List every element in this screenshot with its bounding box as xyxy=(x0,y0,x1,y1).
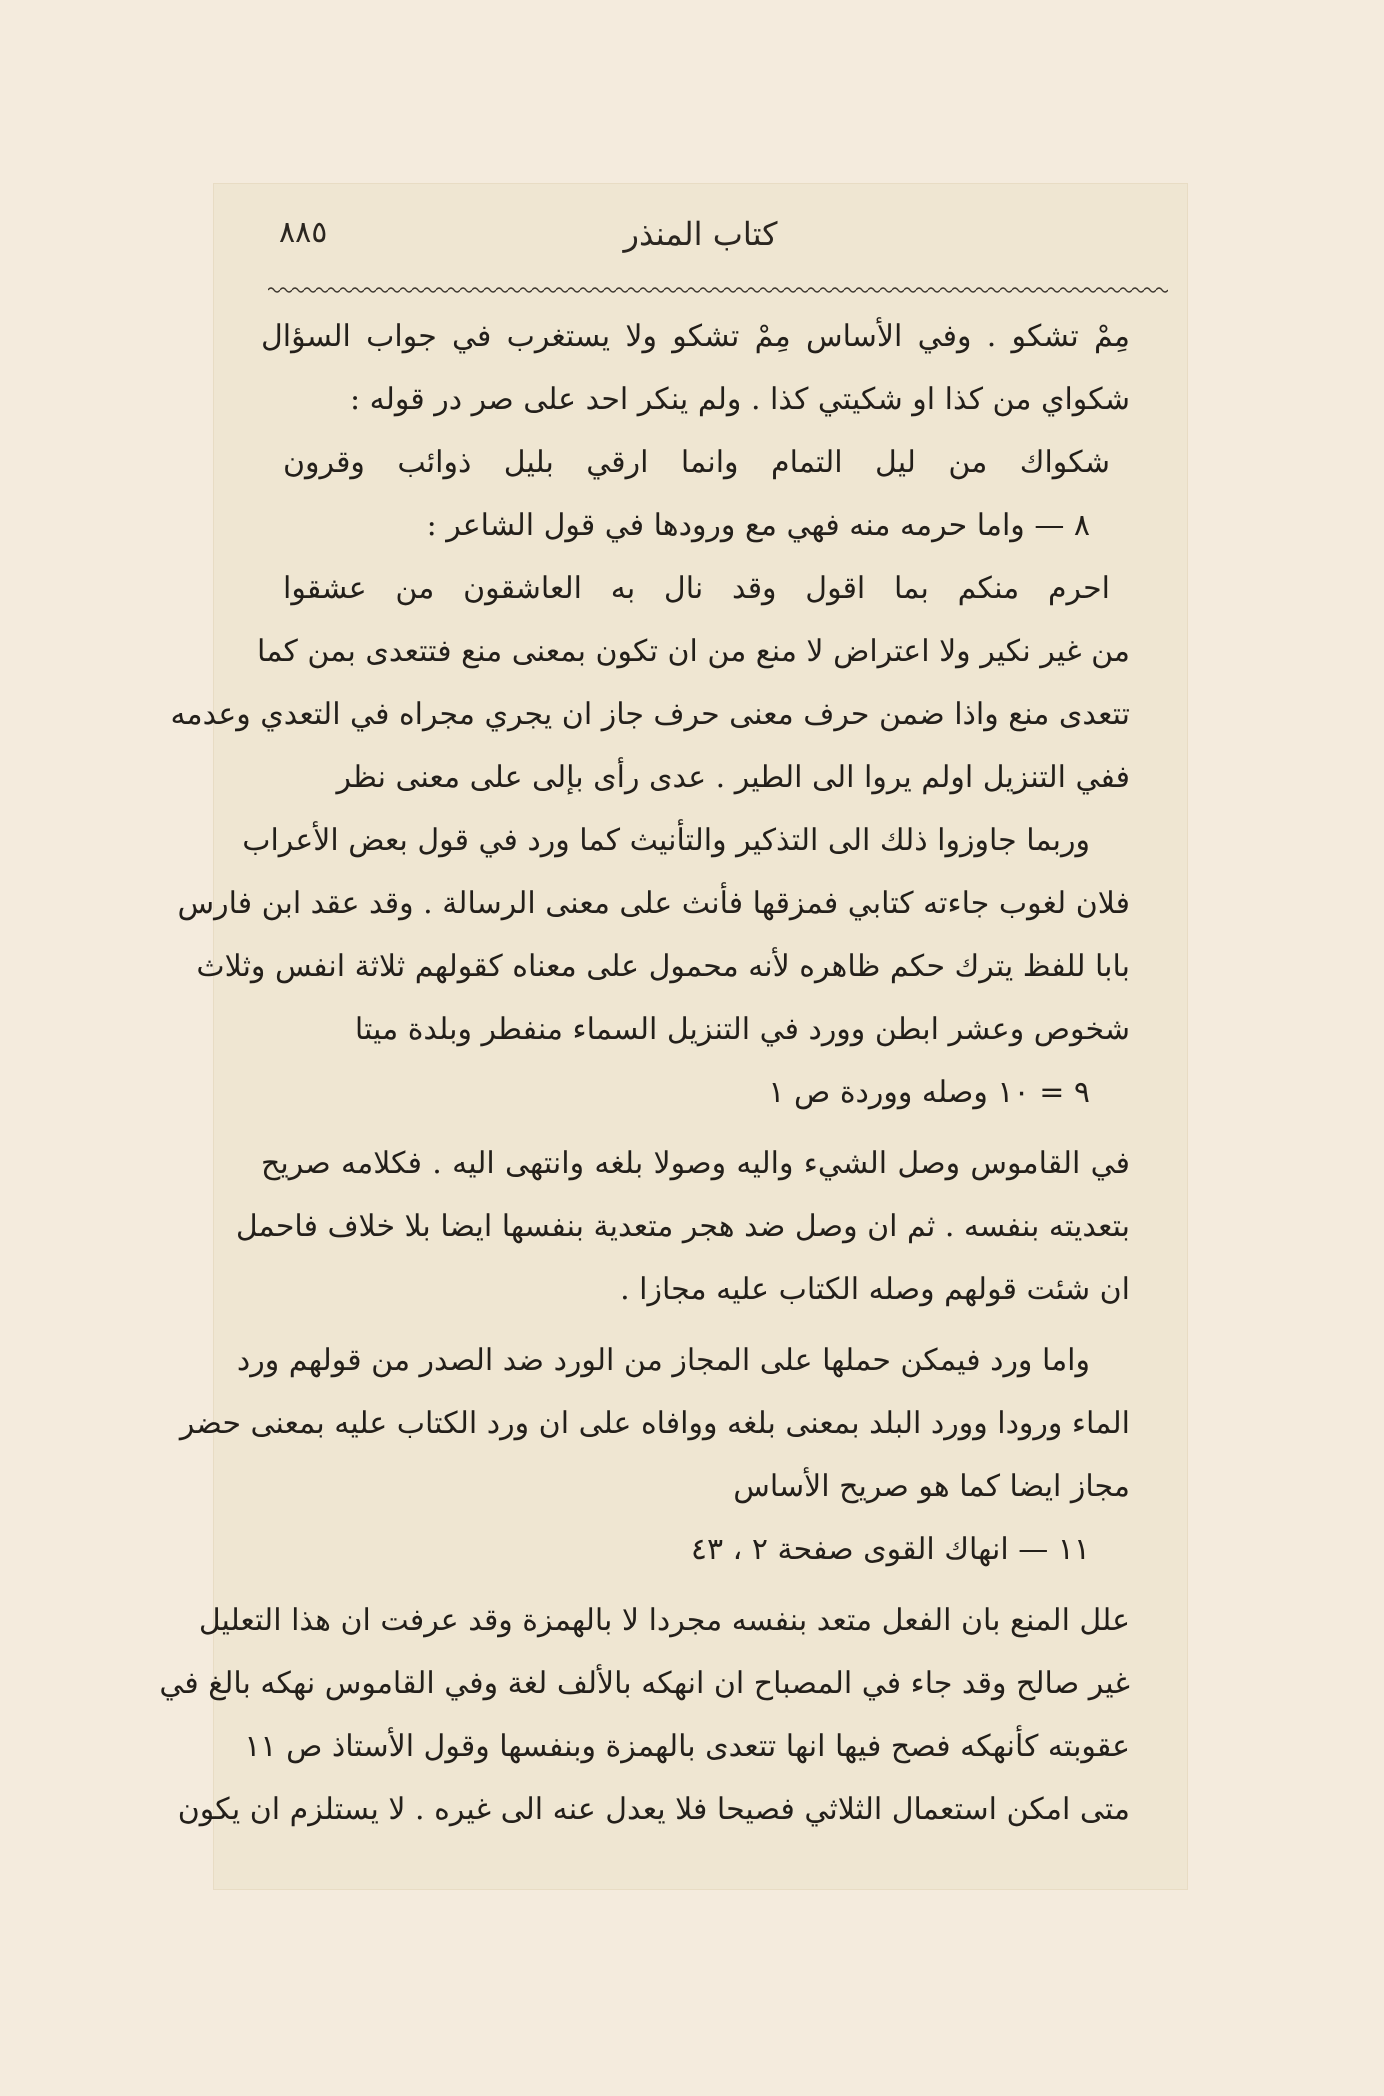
text-line: متى امكن استعمال الثلاثي فصيحا فلا يعدل عنه الى غيره . لا يستلزم ان يكون xyxy=(177,1792,1130,1827)
body-text xyxy=(159,305,1130,1841)
text-line: مجاز ايضا كما هو صريح الأساس xyxy=(733,1469,1130,1504)
verse-line: شكواك من ليل التمام وانما ارقي بليل ذوائب وقرون xyxy=(283,445,1110,480)
text-line: ان شئت قولهم وصله الكتاب عليه مجازا . xyxy=(620,1272,1130,1307)
text-line: عقوبته كأنهكه فصح فيها انها تتعدى بالهمزة وبنفسها وقول الأستاذ ص ١١ xyxy=(244,1729,1130,1764)
text-line: غير صالح وقد جاء في المصباح ان انهكه بالألف لغة وفي القاموس نهكه بالغ في xyxy=(159,1666,1130,1701)
text-line: الماء ورودا وورد البلد بمعنى بلغه ووافاه على ان ورد الكتاب عليه بمعنى حضر xyxy=(179,1406,1130,1441)
text-line: واما ورد فيمكن حملها على المجاز من الورد ضد الصدر من قولهم ورد xyxy=(236,1343,1090,1378)
text-line: شكواي من كذا او شكيتي كذا . ولم ينكر احد على صر در قوله : xyxy=(350,382,1130,417)
text-line: مِمْ تشكو . وفي الأساس مِمْ تشكو ولا يستغرب في جواب السؤال xyxy=(261,319,1130,354)
text-line: فلان لغوب جاءته كتابي فمزقها فأنث على معنى الرسالة . وقد عقد ابن فارس xyxy=(177,886,1130,921)
page-number: ٨٨٥ xyxy=(279,215,328,250)
text-line: بتعديته بنفسه . ثم ان وصل ضد هجر متعدية بنفسها ايضا بلا خلاف فاحمل xyxy=(235,1209,1130,1244)
book-page xyxy=(159,183,1188,1890)
text-line: شخوص وعشر ابطن وورد في التنزيل السماء منفطر وبلدة ميتا xyxy=(354,1012,1130,1047)
header-wavy-rule xyxy=(268,279,1168,287)
running-title: كتاب المنذر xyxy=(623,215,778,253)
text-line: ففي التنزيل اولم يروا الى الطير . عدى رأى بإلى على معنى نظر xyxy=(336,760,1130,795)
section-heading: ١١ — انهاك القوى صفحة ٢ ، ٤٣ xyxy=(690,1532,1090,1567)
verse-line: احرم منكم بما اقول وقد نال به العاشقون من عشقوا xyxy=(283,571,1110,606)
text-line: بابا للفظ يترك حكم ظاهره لأنه محمول على معناه كقولهم ثلاثة انفس وثلاث xyxy=(196,949,1130,984)
text-line: ٨ — واما حرمه منه فهي مع ورودها في قول الشاعر : xyxy=(426,508,1090,543)
text-line: من غير نكير ولا اعتراض لا منع من ان تكون بمعنى منع فتتعدى بمن كما xyxy=(257,634,1130,669)
text-line: تتعدى منع واذا ضمن حرف معنى حرف جاز ان يجري مجراه في التعدي وعدمه xyxy=(170,697,1130,732)
page-header xyxy=(273,203,1128,273)
text-line: في القاموس وصل الشيء واليه وصولا بلغه وانتهى اليه . فكلامه صريح xyxy=(261,1146,1130,1181)
text-line: علل المنع بان الفعل متعد بنفسه مجردا لا بالهمزة وقد عرفت ان هذا التعليل xyxy=(198,1603,1130,1638)
section-heading: ٩ = ١٠ وصله ووردة ص ١ xyxy=(768,1075,1090,1110)
text-line: وربما جاوزوا ذلك الى التذكير والتأنيث كما ورد في قول بعض الأعراب xyxy=(242,823,1090,858)
